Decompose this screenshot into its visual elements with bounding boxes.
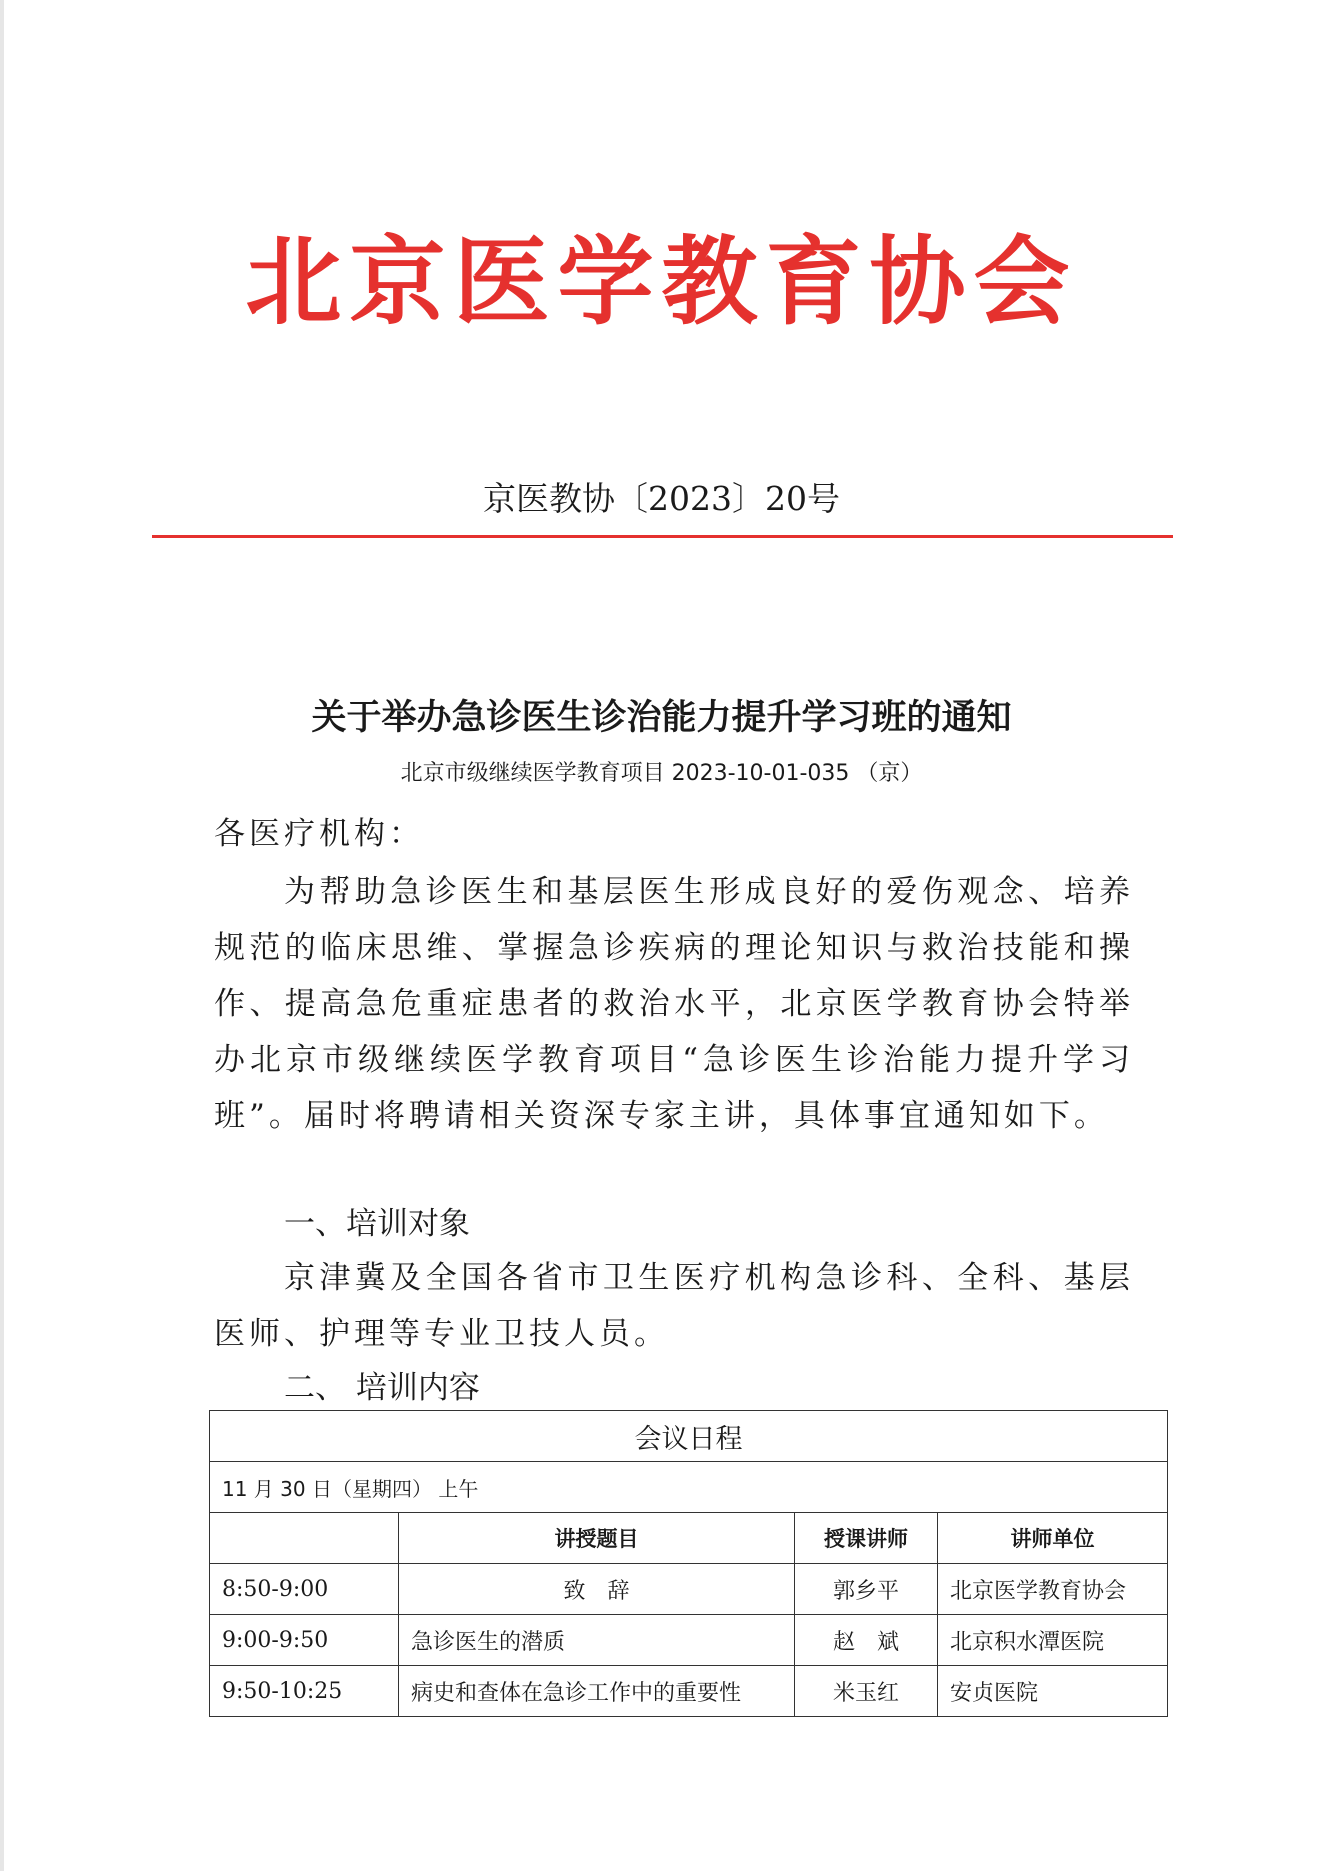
letterhead-org-name: 北京医学教育协会 [245, 225, 1078, 338]
section-heading-content: 二、 培训内容 [284, 1370, 480, 1406]
schedule-topic: 致 辞 [399, 1564, 795, 1615]
document-number: 京医教协〔2023〕20号 [483, 479, 840, 518]
schedule-time: 9:00-9:50 [210, 1615, 399, 1666]
schedule-unit: 北京医学教育协会 [938, 1564, 1168, 1615]
schedule-lecturer: 赵 斌 [795, 1615, 938, 1666]
table-row [210, 1564, 1168, 1615]
schedule-title-row [210, 1411, 1168, 1462]
schedule-unit: 安贞医院 [938, 1666, 1168, 1717]
schedule-lecturer: 米玉红 [795, 1666, 938, 1717]
schedule-table [209, 1410, 1168, 1717]
schedule-date: 11 月 30 日（星期四） 上午 [210, 1462, 1168, 1513]
letterhead-divider [152, 535, 1173, 538]
column-header-time [210, 1513, 399, 1564]
salutation: 各医疗机构： [214, 816, 424, 852]
table-row [210, 1666, 1168, 1717]
table-row [210, 1615, 1168, 1666]
schedule-time: 8:50-9:00 [210, 1564, 399, 1615]
column-header-lecturer: 授课讲师 [795, 1513, 938, 1564]
column-header-topic: 讲授题目 [399, 1513, 795, 1564]
schedule-topic: 病史和查体在急诊工作中的重要性 [399, 1666, 795, 1717]
intro-paragraph: 为帮助急诊医生和基层医生形成良好的爱伤观念、培养规范的临床思维、掌握急诊疾病的理论知识与救治技能和操作、提高急危重症患者的救治水平，北京医学教育协会特举办北京市级继续医学教育项目“急诊医生诊治能力提升学习班”。届时将聘请相关资深专家主讲，具体事宜通知如下。 [214, 874, 1134, 1134]
section-paragraph-trainees: 京津冀及全国各省市卫生医疗机构急诊科、全科、基层医师、护理等专业卫技人员。 [214, 1260, 1134, 1352]
schedule-header-row [210, 1513, 1168, 1564]
project-code: 北京市级继续医学教育项目 2023-10-01-035 （京） [400, 761, 923, 786]
notice-title: 关于举办急诊医生诊治能力提升学习班的通知 [311, 698, 1012, 738]
schedule-unit: 北京积水潭医院 [938, 1615, 1168, 1666]
schedule-lecturer: 郭乡平 [795, 1564, 938, 1615]
schedule-title: 会议日程 [210, 1411, 1168, 1462]
schedule-date-row [210, 1462, 1168, 1513]
schedule-time: 9:50-10:25 [210, 1666, 399, 1717]
column-header-unit: 讲师单位 [938, 1513, 1168, 1564]
section-heading-trainees: 一、培训对象 [284, 1206, 470, 1242]
schedule-topic: 急诊医生的潜质 [399, 1615, 795, 1666]
